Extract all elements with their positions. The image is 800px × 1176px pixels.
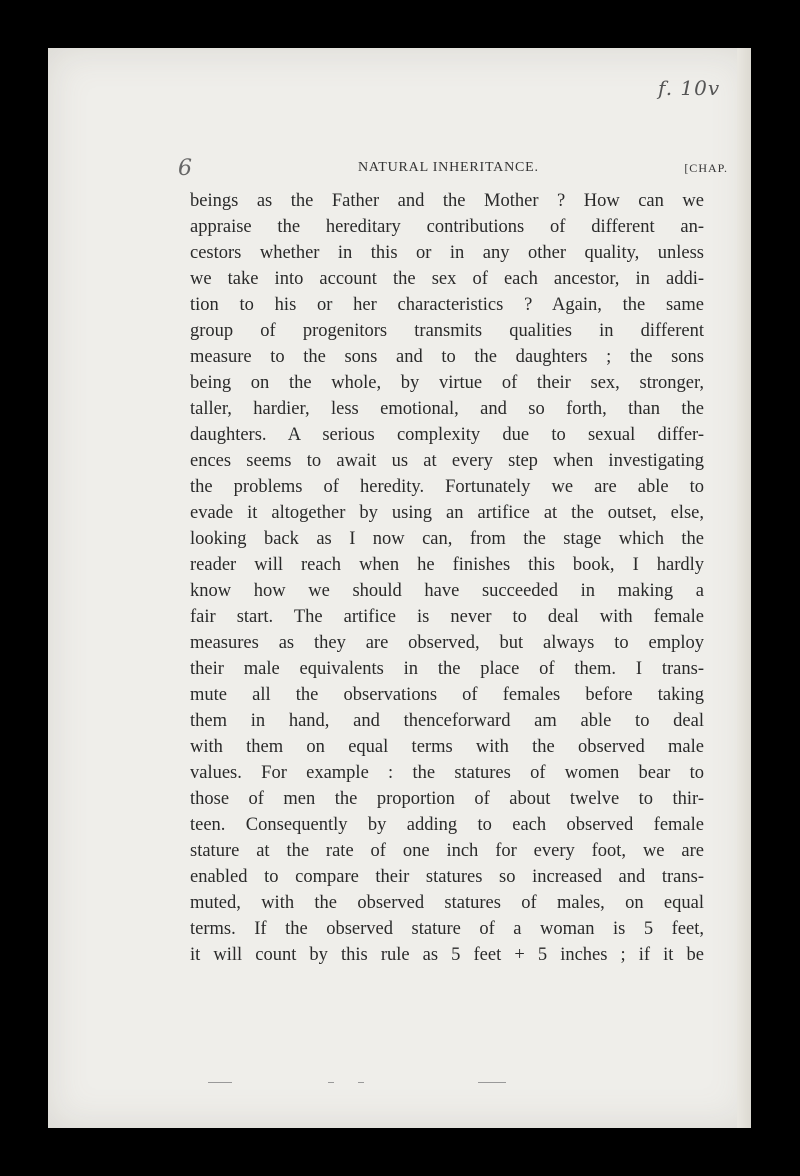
text-line: teen. Consequently by adding to each observed female: [190, 815, 704, 835]
text-line: looking back as I now can, from the stage which the: [190, 529, 704, 549]
text-line: ences seems to await us at every step when investigating: [190, 451, 704, 471]
text-line: the problems of heredity. Fortunately we are able to: [190, 477, 704, 497]
ink-mark: [208, 1082, 232, 1083]
text-line: appraise the hereditary contributions of different an-: [190, 217, 704, 237]
text-line: them in hand, and thenceforward am able to deal: [190, 711, 704, 731]
text-line: it will count by this rule as 5 feet + 5 inches ; if it be: [190, 945, 704, 965]
text-line: enabled to compare their statures so increased and trans-: [190, 867, 704, 887]
text-line: know how we should have succeeded in making a: [190, 581, 704, 601]
running-head: [188, 160, 728, 182]
running-title: NATURAL INHERITANCE.: [358, 160, 539, 175]
body-text: [190, 188, 704, 968]
text-line: those of men the proportion of about twelve to thir-: [190, 789, 704, 809]
text-line: measure to the sons and to the daughters ; the sons: [190, 347, 704, 367]
text-line: with them on equal terms with the observed male: [190, 737, 704, 757]
text-line: fair start. The artifice is never to deal with female: [190, 607, 704, 627]
handwritten-page-number: 6: [178, 156, 192, 181]
folio-annotation: f. 10v: [658, 76, 721, 100]
book-page: [48, 48, 751, 1128]
text-line: values. For example : the statures of women bear to: [190, 763, 704, 783]
text-line: stature at the rate of one inch for every foot, we are: [190, 841, 704, 861]
text-line: measures as they are observed, but always to employ: [190, 633, 704, 653]
ink-mark: [478, 1082, 506, 1083]
text-line: terms. If the observed stature of a woman is 5 feet,: [190, 919, 704, 939]
text-line: their male equivalents in the place of them. I trans-: [190, 659, 704, 679]
running-chapter: [CHAP.: [684, 161, 728, 175]
text-line: evade it altogether by using an artifice at the outset, else,: [190, 503, 704, 523]
text-line: reader will reach when he finishes this book, I hardly: [190, 555, 704, 575]
text-line: being on the whole, by virtue of their sex, stronger,: [190, 373, 704, 393]
text-line: muted, with the observed statures of males, on equal: [190, 893, 704, 913]
bleed-through-marks: [208, 1082, 528, 1086]
text-line: beings as the Father and the Mother ? How can we: [190, 191, 704, 211]
ink-mark: [328, 1082, 334, 1083]
text-line: we take into account the sex of each ancestor, in addi-: [190, 269, 704, 289]
text-line: mute all the observations of females before taking: [190, 685, 704, 705]
page-edge: [737, 48, 751, 1128]
text-line: daughters. A serious complexity due to sexual differ-: [190, 425, 704, 445]
text-line: tion to his or her characteristics ? Again, the same: [190, 295, 704, 315]
ink-mark: [358, 1082, 364, 1083]
text-line: group of progenitors transmits qualities in different: [190, 321, 704, 341]
text-line: taller, hardier, less emotional, and so forth, than the: [190, 399, 704, 419]
text-line: cestors whether in this or in any other quality, unless: [190, 243, 704, 263]
